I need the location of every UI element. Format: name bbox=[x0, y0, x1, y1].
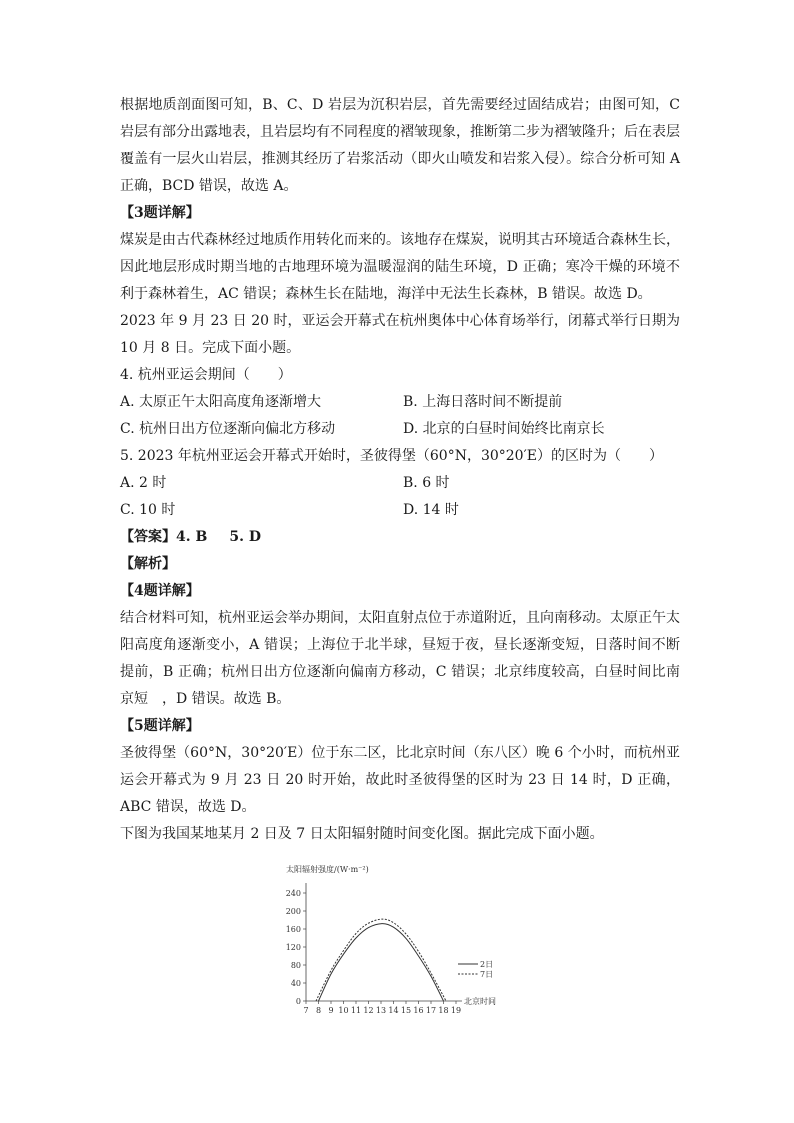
x-tick-label: 10 bbox=[338, 1006, 349, 1015]
x-tick-label: 19 bbox=[450, 1006, 462, 1015]
document-body bbox=[120, 92, 680, 848]
legend-label-2: 7日 bbox=[480, 970, 494, 979]
answer-label: 【答案】4. B bbox=[120, 529, 208, 545]
chart-svg bbox=[278, 860, 518, 1020]
x-tick-label: 14 bbox=[388, 1006, 399, 1015]
paragraph-q4-explanation: 结合材料可知，杭州亚运会举办期间，太阳直射点位于赤道附近，且向南移动。太原正午太阳高度角逐渐变小，A 错误；上海位于北半球，昼短于夜，昼长逐渐变短，日落时间不断提前，B 正确；杭州日出方位逐渐向偏南方移动，C 错误；北京纬度较高，白昼时间比南京短 ，D 错误。故选 B。 bbox=[120, 610, 680, 707]
x-tick-label: 17 bbox=[425, 1006, 437, 1015]
x-tick-label: 18 bbox=[438, 1006, 449, 1015]
y-tick-label: 0 bbox=[295, 997, 301, 1006]
y-tick-label: 200 bbox=[285, 907, 301, 916]
q4-options-row-2 bbox=[120, 416, 680, 443]
question-4: 4. 杭州亚运会期间（ ） bbox=[120, 367, 292, 383]
paragraph-q3-explanation: 煤炭是由古代森林经过地质作用转化而来的。该地存在煤炭，说明其古环境适合森林生长，因此地层形成时期当地的古地理环境为温暖湿润的陆生环境，D 正确；寒冷干燥的环境不利于森林着生，AC 错误；森林生长在陆地，海洋中无法生长森林，B 错误。故选 D。 bbox=[120, 232, 680, 302]
y-tick-label: 240 bbox=[285, 889, 301, 898]
y-tick-label: 120 bbox=[285, 943, 301, 952]
y-tick-label: 80 bbox=[290, 961, 301, 970]
q5-option-c: C. 10 时 bbox=[120, 502, 176, 518]
x-tick-label: 11 bbox=[350, 1006, 362, 1015]
y-axis-label: 太阳辐射强度/(W·m⁻²) bbox=[286, 865, 369, 874]
x-axis-label: 北京时间 bbox=[464, 997, 496, 1006]
solar-radiation-chart bbox=[278, 860, 518, 1020]
x-tick-label: 13 bbox=[375, 1006, 387, 1015]
q5-options-row-2 bbox=[120, 497, 680, 524]
answer-q5: 5. D bbox=[229, 529, 261, 545]
paragraph-figure-intro: 下图为我国某地某月 2 日及 7 日太阳辐射随时间变化图。据此完成下面小题。 bbox=[120, 826, 604, 842]
x-tick-label: 9 bbox=[328, 1006, 334, 1015]
paragraph-q5-explanation: 圣彼得堡（60°N，30°20′E）位于东二区，比北京时间（东八区）晚 6 个小时，而杭州亚运会开幕式为 9 月 23 日 20 时开始，故此时圣彼得堡的区时为 23 日 14 时，D 正确，ABC 错误，故选 D。 bbox=[120, 745, 680, 815]
q4-option-a: A. 太原正午太阳高度角逐渐增大 bbox=[120, 394, 322, 410]
paragraph-q2-explanation: 根据地质剖面图可知，B、C、D 岩层为沉积岩层，首先需要经过固结成岩；由图可知，C 岩层有部分出露地表，且岩层均有不同程度的褶皱现象，推断第二步为褶皱隆升；后在表层覆盖有一层火山岩层，推测其经历了岩浆活动（即火山喷发和岩浆入侵）。综合分析可知 A 正确，BCD 错误，故选 A。 bbox=[120, 97, 680, 194]
x-tick-label: 12 bbox=[363, 1006, 374, 1015]
question-5: 5. 2023 年杭州亚运会开幕式开始时，圣彼得堡（60°N，30°20′E）的区时为（ ） bbox=[120, 448, 663, 464]
q4-option-d: D. 北京的白昼时间始终比南京长 bbox=[403, 421, 605, 437]
x-tick-label: 7 bbox=[303, 1006, 309, 1015]
analysis-heading: 【解析】 bbox=[120, 556, 176, 572]
series-line-2 bbox=[316, 919, 446, 1001]
q4-options-row-1 bbox=[120, 389, 680, 416]
y-tick-label: 40 bbox=[290, 979, 301, 988]
legend-label-1: 2日 bbox=[480, 960, 494, 969]
x-tick-label: 8 bbox=[315, 1006, 322, 1015]
q3-detail-heading: 【3题详解】 bbox=[120, 205, 200, 221]
x-tick-label: 15 bbox=[400, 1006, 412, 1015]
q5-option-b: B. 6 时 bbox=[403, 475, 450, 491]
q4-option-b: B. 上海日落时间不断提前 bbox=[403, 394, 563, 410]
x-tick-label: 16 bbox=[413, 1006, 424, 1015]
q5-options-row-1 bbox=[120, 470, 680, 497]
q5-option-a: A. 2 时 bbox=[120, 475, 167, 491]
answer-line bbox=[120, 524, 680, 551]
q4-option-c: C. 杭州日出方位逐渐向偏北方移动 bbox=[120, 421, 336, 437]
paragraph-asian-games-intro: 2023 年 9 月 23 日 20 时，亚运会开幕式在杭州奥体中心体育场举行，闭幕式举行日期为 10 月 8 日。完成下面小题。 bbox=[120, 313, 680, 356]
q5-detail-heading: 【5题详解】 bbox=[120, 718, 200, 734]
q4-detail-heading: 【4题详解】 bbox=[120, 583, 200, 599]
q5-option-d: D. 14 时 bbox=[403, 502, 459, 518]
y-tick-label: 160 bbox=[285, 925, 301, 934]
